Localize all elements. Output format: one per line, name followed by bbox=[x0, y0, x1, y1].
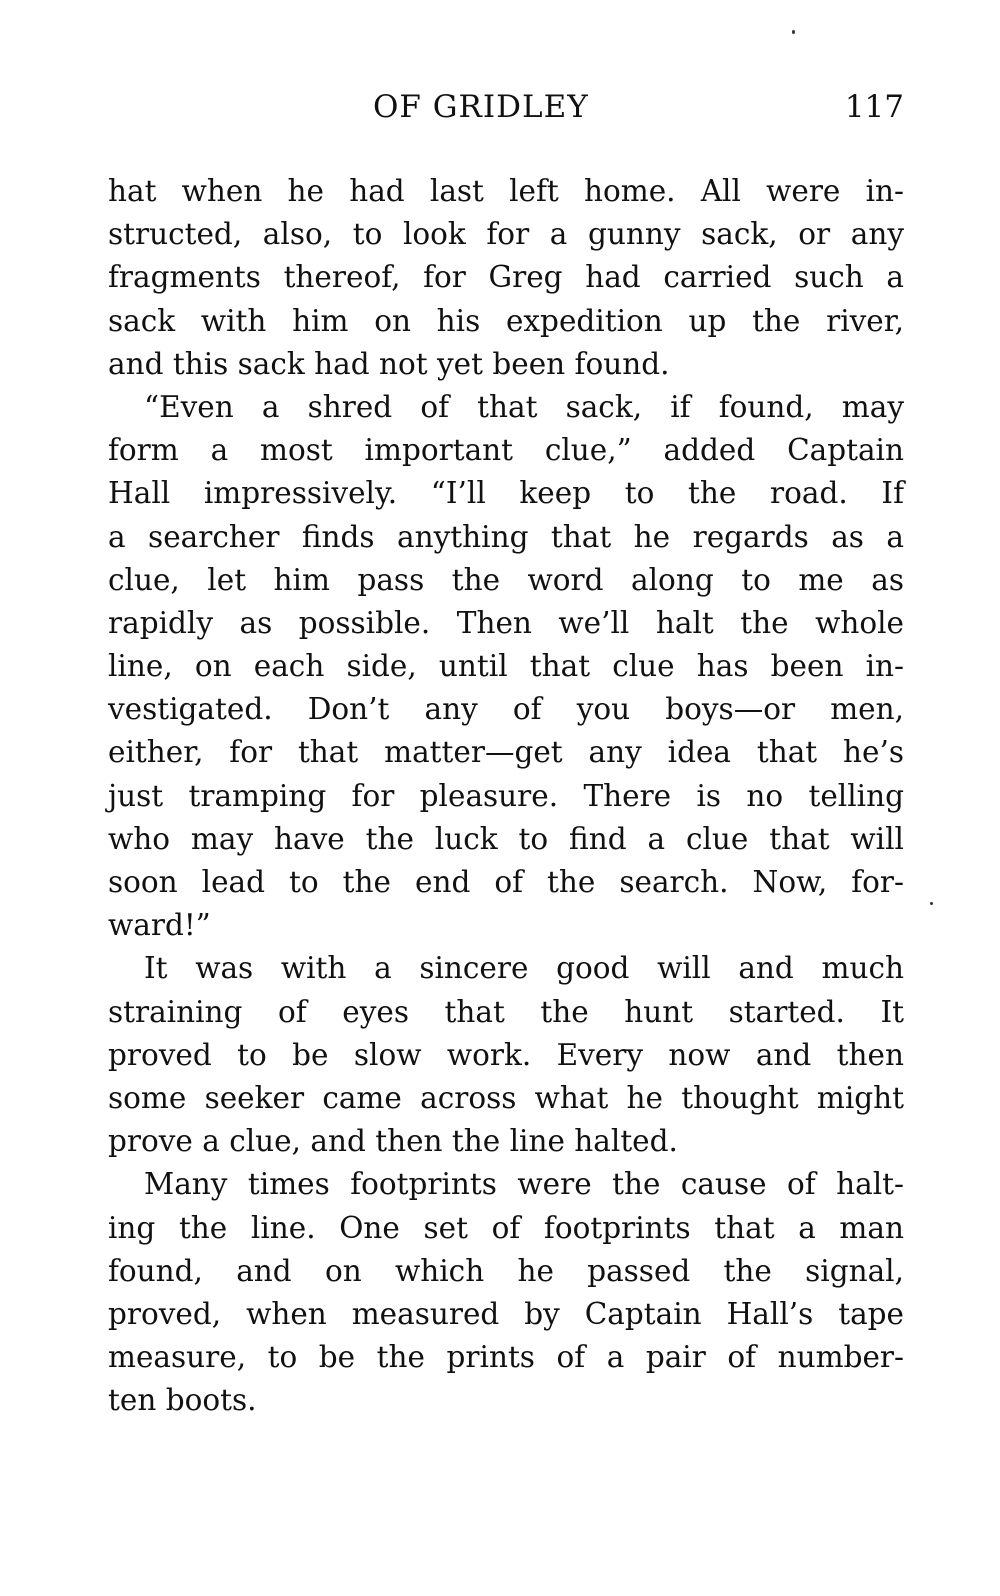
text-line: found, and on which he passed the signal, bbox=[108, 1253, 904, 1288]
text-line: rapidly as possible. Then we’ll halt the whole bbox=[108, 605, 904, 640]
text-line: fragments thereof, for Greg had carried such a bbox=[108, 260, 904, 295]
text-line: soon lead to the end of the search. Now, for- bbox=[108, 865, 904, 899]
text-line: proved, when measured by Captain Hall’s tape bbox=[108, 1296, 904, 1331]
text-line: who may have the luck to find a clue that will bbox=[108, 821, 904, 856]
text-line: ten boots. bbox=[108, 1383, 257, 1418]
body-text bbox=[108, 170, 904, 1422]
text-line: hat when he had last left home. All were in- bbox=[108, 174, 904, 208]
text-line: form a most important clue,” added Captain bbox=[108, 433, 904, 468]
text-line: a searcher finds anything that he regards as a bbox=[108, 519, 904, 554]
text-line: prove a clue, and then the line halted. bbox=[108, 1124, 678, 1159]
text-line: clue, let him pass the word along to me as bbox=[108, 562, 904, 597]
page-number: 117 bbox=[844, 89, 904, 125]
running-head: OF GRIDLEY bbox=[373, 89, 589, 125]
text-line: structed, also, to look for a gunny sack, or any bbox=[108, 217, 904, 252]
text-line: proved to be slow work. Every now and then bbox=[108, 1037, 904, 1072]
text-line: sack with him on his expedition up the river, bbox=[108, 303, 904, 338]
text-line: Hall impressively. “I’ll keep to the road. If bbox=[108, 476, 904, 511]
text-line: ward!” bbox=[108, 908, 211, 943]
text-line: just tramping for pleasure. There is no telling bbox=[108, 778, 904, 813]
page-header bbox=[108, 82, 904, 132]
text-line: It was with a sincere good will and much bbox=[144, 951, 904, 986]
text-line: and this sack had not yet been found. bbox=[108, 346, 670, 381]
text-line: measure, to be the prints of a pair of number- bbox=[108, 1340, 904, 1375]
text-line: “Even a shred of that sack, if found, may bbox=[144, 389, 904, 424]
print-speck-margin bbox=[930, 902, 933, 905]
text-line: Many times footprints were the cause of halt- bbox=[144, 1167, 904, 1202]
text-line: ing the line. One set of footprints that a man bbox=[108, 1210, 904, 1245]
text-line: vestigated. Don’t any of you boys—or men, bbox=[108, 692, 904, 727]
text-line: either, for that matter—get any idea that he’s bbox=[108, 735, 904, 770]
print-speck-top bbox=[792, 30, 795, 34]
text-line: straining of eyes that the hunt started. It bbox=[108, 994, 904, 1029]
text-line: line, on each side, until that clue has been in- bbox=[108, 649, 904, 684]
text-line: some seeker came across what he thought might bbox=[108, 1080, 904, 1115]
